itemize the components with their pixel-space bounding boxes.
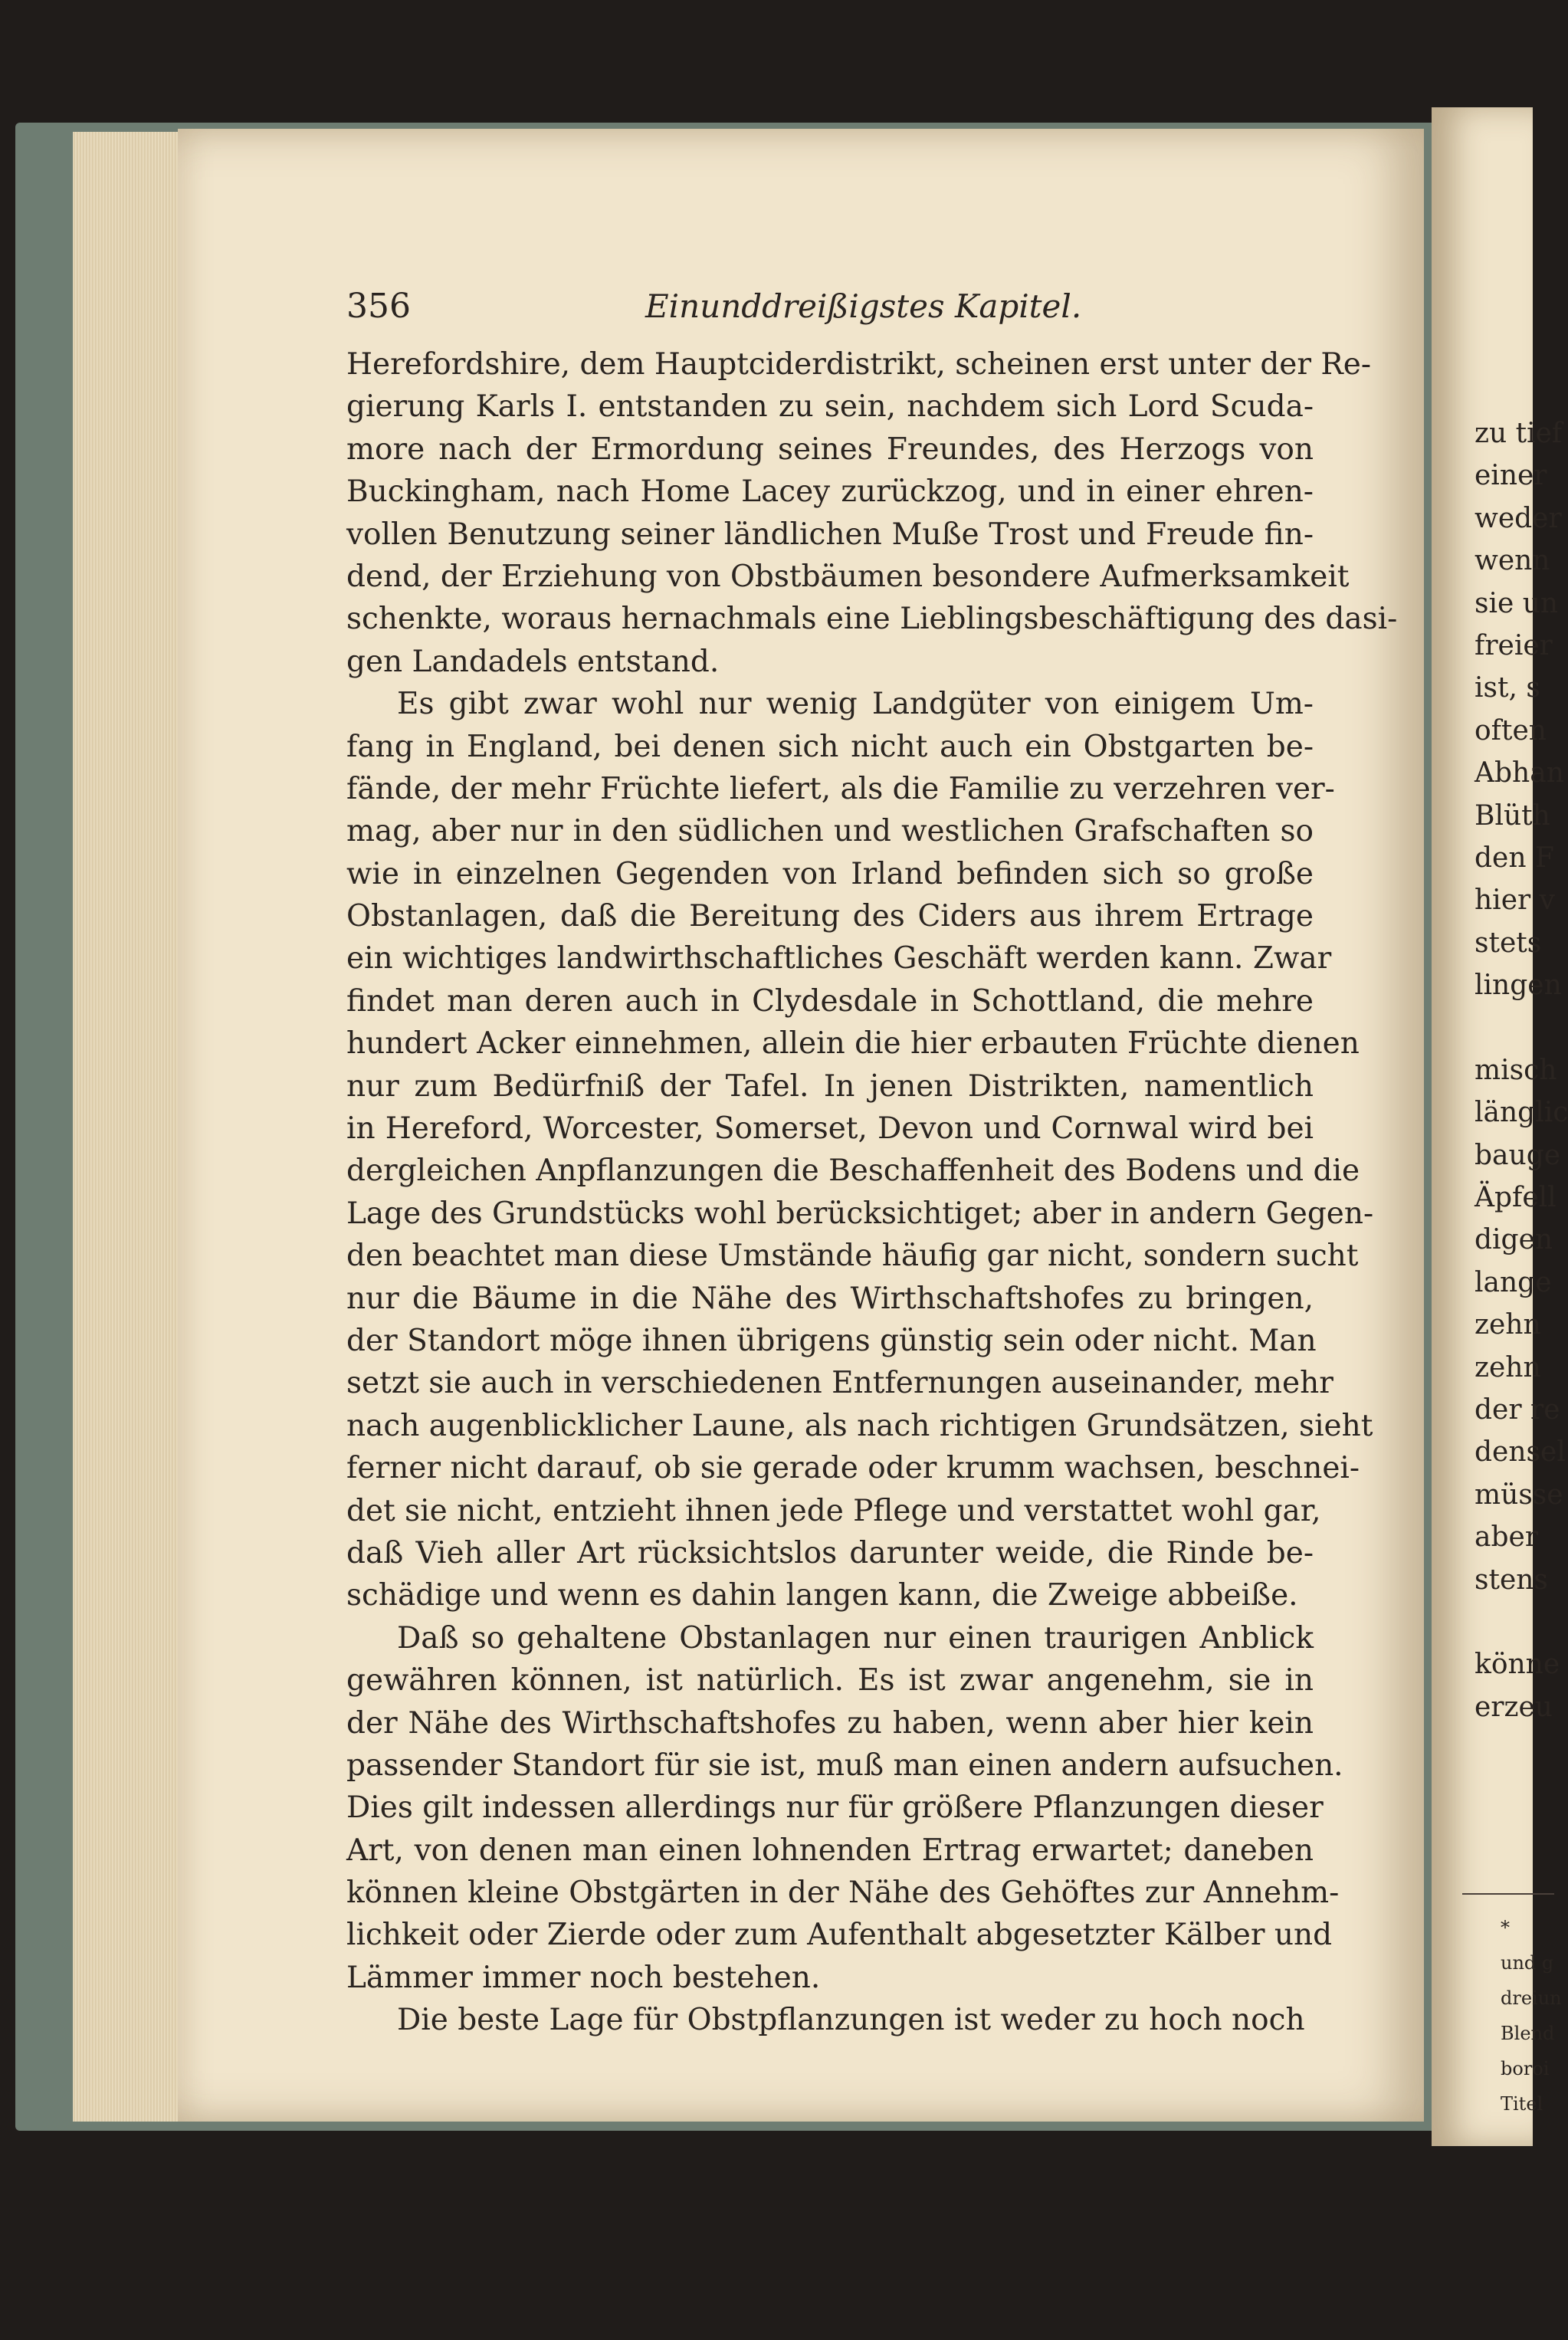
next-page-fragment: lingen bbox=[1475, 970, 1562, 1002]
next-page-fragment: digen bbox=[1475, 1224, 1553, 1256]
text-line: nur die Bäume in die Nähe des Wirthschaftshofes zu bringen, bbox=[346, 1281, 1314, 1316]
next-page-footnote-fragment: boroi bbox=[1501, 2058, 1550, 2079]
next-page-footnote-fragment: und g bbox=[1501, 1952, 1554, 1974]
next-page-fragment: Blüth bbox=[1475, 799, 1550, 832]
text-line: dend, der Erziehung von Obstbäumen besondere Aufmerksamkeit bbox=[346, 559, 1350, 594]
text-line: mag, aber nur in den südlichen und westlichen Grafschaften so bbox=[346, 814, 1314, 849]
page-number: 356 bbox=[346, 287, 411, 326]
text-line: Die beste Lage für Obstpflanzungen ist weder zu hoch noch bbox=[397, 2003, 1305, 2038]
next-page-column bbox=[1432, 412, 1568, 1728]
text-line: dergleichen Anpflanzungen die Beschaffenheit des Bodens und die bbox=[346, 1154, 1360, 1189]
next-page-fragment: zehn bbox=[1475, 1309, 1541, 1341]
next-page-footnote-fragment: dreiun bbox=[1501, 1987, 1562, 2009]
body-text bbox=[346, 343, 1398, 2042]
next-page-fragment: misch bbox=[1475, 1054, 1557, 1086]
next-page-fragment: wenn bbox=[1475, 545, 1550, 577]
text-line: gierung Karls I. entstanden zu sein, nachdem sich Lord Scuda- bbox=[346, 389, 1314, 425]
text-line: nur zum Bedürfniß der Tafel. In jenen Distrikten, namentlich bbox=[346, 1068, 1314, 1104]
text-line: fang in England, bei denen sich nicht auch ein Obstgarten be- bbox=[346, 729, 1314, 764]
next-page-footnote-fragment: Blend bbox=[1501, 2023, 1555, 2044]
text-line: Dies gilt indessen allerdings nur für größere Pflanzungen dieser bbox=[346, 1790, 1324, 1826]
text-line: Lämmer immer noch bestehen. bbox=[346, 1960, 821, 1995]
text-line: gewähren können, ist natürlich. Es ist zwar angenehm, sie in bbox=[346, 1663, 1314, 1698]
text-line: det sie nicht, entzieht ihnen jede Pflege und verstattet wohl gar, bbox=[346, 1493, 1321, 1528]
text-line: more nach der Ermordung seines Freundes, des Herzogs von bbox=[346, 432, 1314, 467]
text-line: der Standort möge ihnen übrigens günstig sein oder nicht. Man bbox=[346, 1323, 1317, 1358]
running-head: Einunddreißigstes Kapitel. bbox=[645, 287, 1082, 325]
next-page-fragment: hier v bbox=[1475, 884, 1555, 917]
text-line: vollen Benutzung seiner ländlichen Muße Trost und Freude fin- bbox=[346, 517, 1314, 552]
text-line: schenkte, woraus hernachmals eine Lieblingsbeschäftigung des dasi- bbox=[346, 602, 1398, 637]
text-line: fände, der mehr Früchte liefert, als die Familie zu verzehren ver- bbox=[346, 771, 1335, 806]
next-page-fragment: einer bbox=[1475, 460, 1547, 492]
next-page-fragment: zehn bbox=[1475, 1351, 1541, 1383]
text-line: Obstanlagen, daß die Bereitung des Ciders aus ihrem Ertrage bbox=[346, 899, 1314, 934]
footnote-rule bbox=[1462, 1893, 1554, 1895]
next-page-fragment: könne bbox=[1475, 1649, 1560, 1681]
text-line: ein wichtiges landwirthschaftliches Geschäft werden kann. Zwar bbox=[346, 941, 1332, 976]
text-line: Es gibt zwar wohl nur wenig Landgüter von einigem Um- bbox=[397, 687, 1314, 722]
text-line: Daß so gehaltene Obstanlagen nur einen traurigen Anblick bbox=[397, 1620, 1314, 1656]
next-page-fragment: freier bbox=[1475, 629, 1553, 661]
text-line: findet man deren auch in Clydesdale in Schottland, die mehre bbox=[346, 983, 1314, 1019]
next-page-fragment: stens bbox=[1475, 1564, 1548, 1596]
page-header bbox=[346, 284, 1312, 330]
next-page-footnote-fragment: Titel bbox=[1501, 2093, 1543, 2115]
text-line: ferner nicht darauf, ob sie gerade oder krumm wachsen, beschnei- bbox=[346, 1451, 1360, 1486]
text-line: gen Landadels entstand. bbox=[346, 644, 720, 679]
text-line: Herefordshire, dem Hauptciderdistrikt, scheinen erst unter der Re- bbox=[346, 347, 1372, 382]
next-page-fragment: länglic bbox=[1475, 1097, 1568, 1129]
page-edges bbox=[73, 132, 180, 2122]
next-page-fragment: sie un bbox=[1475, 587, 1559, 619]
text-line: Art, von denen man einen lohnenden Ertrag erwartet; daneben bbox=[346, 1833, 1314, 1868]
next-page-fragment: bauge bbox=[1475, 1139, 1561, 1171]
next-page-fragment: Abhan bbox=[1475, 757, 1564, 789]
next-page-fragment: ist, s bbox=[1475, 672, 1540, 704]
text-line: können kleine Obstgärten in der Nähe des Gehöftes zur Annehm- bbox=[346, 1876, 1340, 1911]
next-page-fragment: müsse bbox=[1475, 1478, 1563, 1511]
text-line: hundert Acker einnehmen, allein die hier erbauten Früchte dienen bbox=[346, 1026, 1360, 1062]
text-line: passender Standort für sie ist, muß man einen andern aufsuchen. bbox=[346, 1748, 1343, 1783]
text-line: Lage des Grundstücks wohl berücksichtiget; aber in andern Gegen- bbox=[346, 1196, 1374, 1231]
text-line: schädige und wenn es dahin langen kann, die Zweige abbeiße. bbox=[346, 1578, 1298, 1613]
next-page-fragment: stets bbox=[1475, 927, 1542, 959]
next-page-footnote bbox=[1432, 1910, 1562, 2122]
next-page-fragment: Äpfell bbox=[1475, 1182, 1557, 1214]
text-line: der Nähe des Wirthschaftshofes zu haben, wenn aber hier kein bbox=[346, 1705, 1314, 1741]
text-line: den beachtet man diese Umstände häufig gar nicht, sondern sucht bbox=[346, 1239, 1359, 1274]
next-page-fragment: zu tief bbox=[1475, 418, 1563, 449]
text-line: wie in einzelnen Gegenden von Irland befinden sich so große bbox=[346, 856, 1314, 891]
next-page-footnote-fragment: * bbox=[1501, 1917, 1510, 1938]
text-line: nach augenblicklicher Laune, als nach richtigen Grundsätzen, sieht bbox=[346, 1408, 1373, 1443]
text-line: daß Vieh aller Art rücksichtslos darunter weide, die Rinde be- bbox=[346, 1535, 1314, 1570]
next-page-fragment: weder bbox=[1475, 502, 1562, 534]
next-page-fragment: often bbox=[1475, 714, 1547, 747]
next-page-fragment bbox=[1432, 1006, 1568, 1049]
text-line: lichkeit oder Zierde oder zum Aufenthalt abgesetzter Kälber und bbox=[346, 1918, 1333, 1953]
next-page-fragment: der re bbox=[1475, 1393, 1560, 1426]
text-line: Buckingham, nach Home Lacey zurückzog, und in einer ehren- bbox=[346, 474, 1314, 510]
next-page-fragment: den F bbox=[1475, 842, 1554, 874]
next-page-fragment: erzeu bbox=[1475, 1691, 1553, 1723]
next-page-fragment: lange bbox=[1475, 1266, 1552, 1298]
text-line: setzt sie auch in verschiedenen Entfernungen auseinander, mehr bbox=[346, 1366, 1333, 1401]
text-line: in Hereford, Worcester, Somerset, Devon und Cornwal wird bei bbox=[346, 1111, 1314, 1147]
next-page-edge bbox=[1432, 107, 1568, 2146]
next-page-fragment bbox=[1432, 1601, 1568, 1643]
next-page-fragment: densel bbox=[1475, 1436, 1566, 1469]
next-page-fragment: aber bbox=[1475, 1521, 1539, 1554]
